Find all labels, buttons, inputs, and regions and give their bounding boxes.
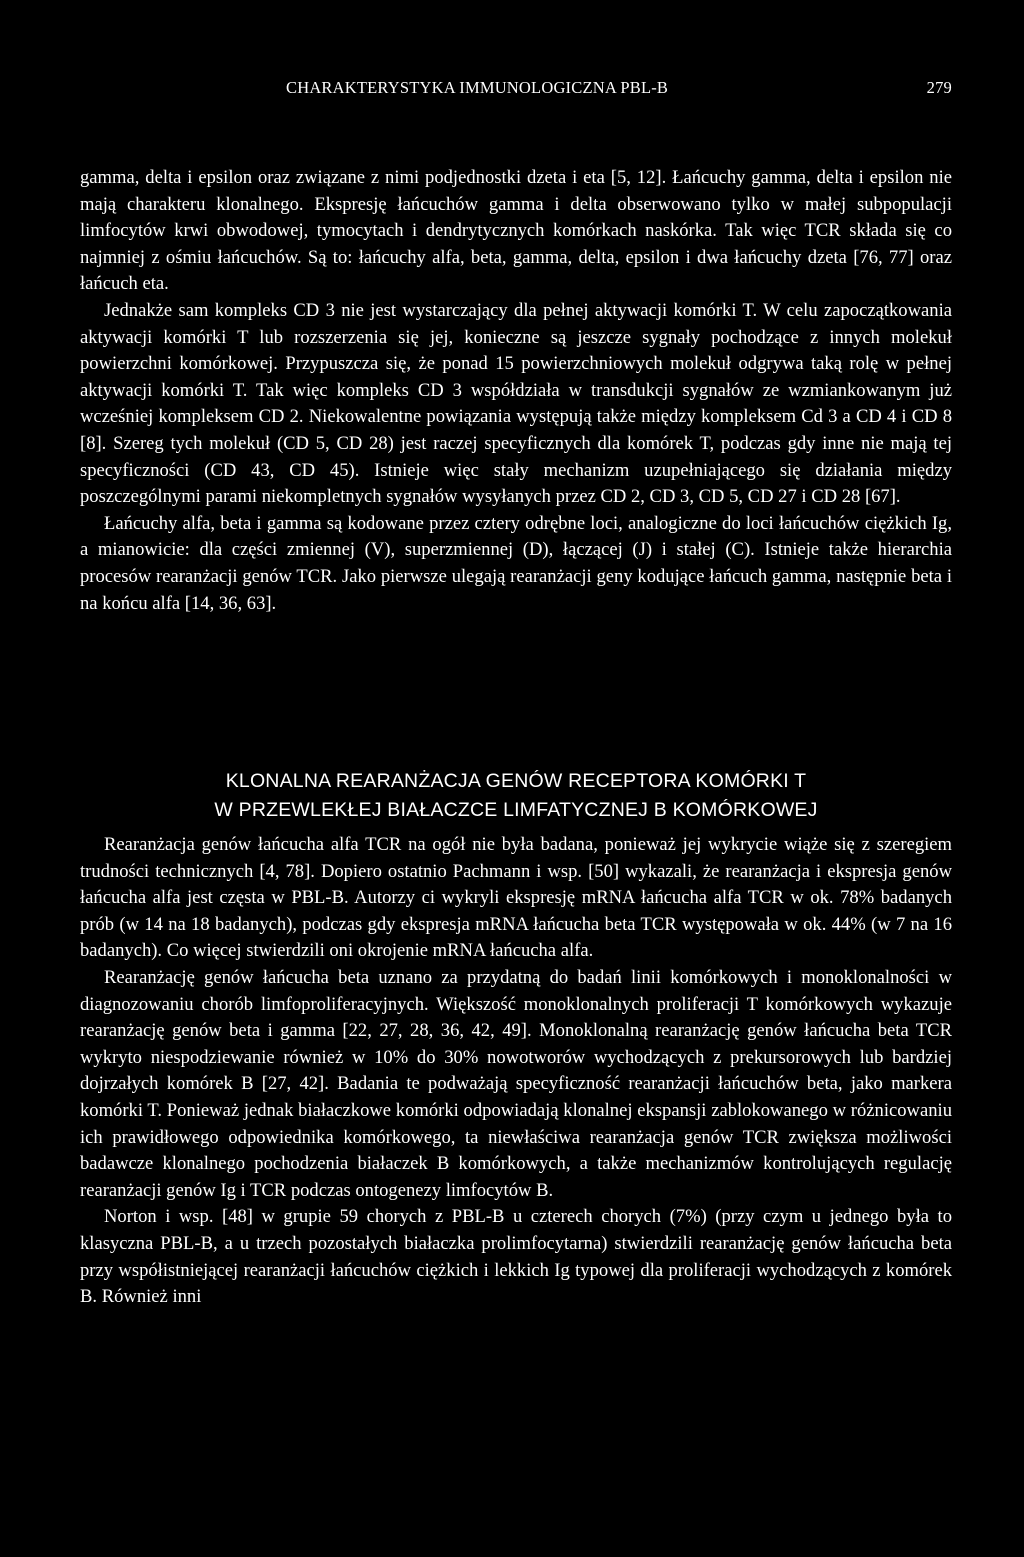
page-number: 279 bbox=[926, 78, 952, 97]
section-heading-line-2: W PRZEWLEKŁEJ BIAŁACZCE LIMFATYCZNEJ B KOMÓRKOWEJ bbox=[214, 799, 818, 821]
paragraph-2: Jednakże sam kompleks CD 3 nie jest wystarczający dla pełnej aktywacji komórki T. W celu zapoczątkowania aktywacji komórki T lub rozszerzenia się jej, konieczne są jeszcze sygnały pochodzące z innych molekuł powierzchni komórkowej. Przypuszcza się, że ponad 15 powierzchniowych molekuł odgrywa taką rolę w pełnej aktywacji komórki T. Tak więc kompleks CD 3 współdziała w transdukcji sygnałów ze wzmiankowanym już wcześniej kompleksem CD 2. Niekowalentne powiązania występują także między kompleksem Cd 3 a CD 4 i CD 8 [8]. Szereg tych molekuł (CD 5, CD 28) jest raczej specyficznych dla komórek T, podczas gdy inne nie mają tej specyficzności (CD 43, CD 45). Istnieje więc stały mechanizm uzupełniającego się działania między poszczególnymi parami niekompletnych sygnałów wysyłanych przez CD 2, CD 3, CD 5, CD 27 i CD 28 [67]. bbox=[80, 299, 952, 508]
body-section-1 bbox=[80, 165, 952, 617]
paragraph-4: Rearanżacja genów łańcucha alfa TCR na ogół nie była badana, ponieważ jej wykrycie wiąże się z szeregiem trudności technicznych [4, 78]. Dopiero ostatnio Pachmann i wsp. [50] wykazali, że rearanżacja i ekspresja genów łańcucha alfa jest częsta w PBL-B. Autorzy ci wykryli ekspresję mRNA łańcucha alfa TCR w ok. 78% badanych prób (w 14 na 18 badanych), podczas gdy ekspresja mRNA łańcucha beta TCR występowała w ok. 44% (w 7 na 16 badanych). Co więcej stwierdzili oni okrojenie mRNA łańcucha alfa. bbox=[80, 834, 952, 962]
section-heading-line-1: KLONALNA REARANŻACJA GENÓW RECEPTORA KOMÓRKI T bbox=[225, 770, 807, 792]
running-head bbox=[80, 78, 952, 102]
paragraph-3: Łańcuchy alfa, beta i gamma są kodowane przez cztery odrębne loci, analogiczne do loci łańcuchów ciężkich Ig, a mianowicie: dla części zmiennej (V), superzmiennej (D), łączącej (J) i stałej (C). Istnieje także hierarchia procesów rearanżacji genów TCR. Jako pierwsze ulegają rearanżacji geny kodujące łańcuch gamma, następnie beta i na końcu alfa [14, 36, 63]. bbox=[80, 512, 952, 614]
body-section-2 bbox=[80, 832, 952, 1311]
paragraph-6: Norton i wsp. [48] w grupie 59 chorych z PBL-B u czterech chorych (7%) (przy czym u jednego była to klasyczna PBL-B, a u trzech pozostałych białaczka prolimfocytarna) stwierdzili rearanżację genów łańcucha beta przy współistniejącej rearanżacji łańcuchów ciężkich i lekkich Ig typowej dla proliferacji wychodzących z komórek B. Również inni bbox=[80, 1206, 952, 1308]
paragraph-5: Rearanżację genów łańcucha beta uznano za przydatną do badań linii komórkowych i monoklonalności w diagnozowaniu chorób limfoproliferacyjnych. Większość monoklonalnych proliferacji T komórkowych wykazuje rearanżację genów beta i gamma [22, 27, 28, 36, 42, 49]. Monoklonalną rearanżację genów łańcucha beta TCR wykryto niespodziewanie również w 10% do 30% nowotworów wychodzących z prekursorowych lub bardziej dojrzałych komórek B [27, 42]. Badania te podważają specyficzność rearanżacji łańcuchów beta, jako markera komórki T. Ponieważ jednak białaczkowe komórki odpowiadają klonalnej ekspansji zablokowanego w różnicowaniu ich prawidłowego odpowiednika komórkowego, ta niewłaściwa rearanżacja genów TCR zwiększa możliwości badawcze klonalnego pochodzenia białaczek B komórkowych, a także mechanizmów kontrolujących regulację rearanżacji genów Ig i TCR podczas ontogenezy limfocytów B. bbox=[80, 966, 952, 1201]
running-title: CHARAKTERYSTYKA IMMUNOLOGICZNA PBL-B bbox=[286, 78, 669, 97]
paragraph-1: gamma, delta i epsilon oraz związane z nimi podjednostki dzeta i eta [5, 12]. Łańcuchy gamma, delta i epsilon nie mają charakteru klonalnego. Ekspresję łańcuchów gamma i delta obserwowano tylko w małej subpopulacji limfocytów krwi obwodowej, tymocytach i dendrytycznych komórkach naskórka. Tak więc TCR składa się co najmniej z ośmiu łańcuchów. Są to: łańcuchy alfa, beta, gamma, delta, epsilon i dwa łańcuchy dzeta [76, 77] oraz łańcuch eta. bbox=[80, 167, 952, 295]
section-heading bbox=[80, 767, 952, 825]
